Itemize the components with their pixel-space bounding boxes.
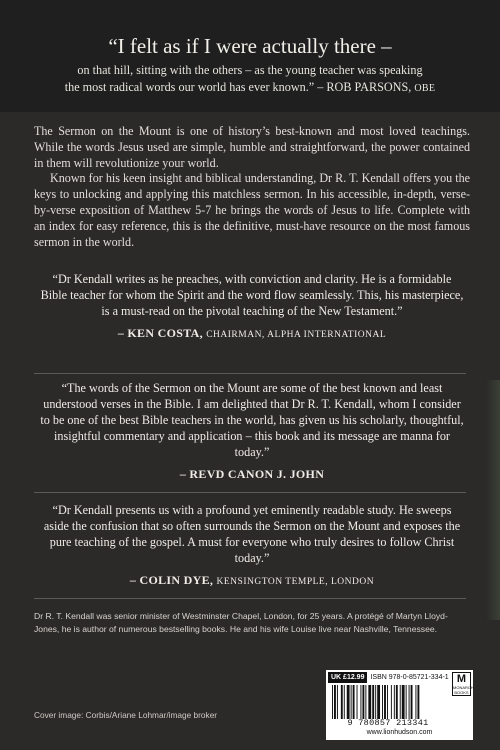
top-quote-line-2: on that hill, sitting with the others – as the young teacher was speaking: [77, 63, 423, 77]
cover-image-credit: Cover image: Corbis/Ariane Lohmar/image broker: [34, 710, 218, 720]
isbn-label: ISBN 978-0-85721-334-1: [370, 674, 449, 681]
top-quote-line-3: the most radical words our world has ever known.” – ROB PARSONS, OBE: [64, 79, 436, 94]
endorser-name: – REVD CANON J. JOHN: [179, 466, 325, 481]
barcode-digits: 9 780857 213341: [347, 718, 429, 728]
blurb-paragraph-1: The Sermon on the Mount is one of history’s best-known and most loved teachings. While the words Jesus used are simple, humble and straightforward, the power contained in them will revolutionize your world.: [34, 124, 470, 170]
endorsement-attribution: [40, 467, 464, 483]
endorser-role: CHAIRMAN, ALPHA INTERNATIONAL: [206, 329, 387, 340]
blurb-paragraph-2: Known for his keen insight and biblical understanding, Dr R. T. Kendall offers you the keys to unlocking and applying this matchless sermon. In his accessible, in-depth, verse-by-verse exposition of Matthew 5-7 he brings the words of Jesus to life. Complete with an index for easy reference, this is the definitive, must-have resource on the most famous sermon in the world.: [34, 171, 470, 249]
barcode-panel: [326, 670, 473, 740]
book-blurb: [34, 124, 470, 250]
publisher-logo: [452, 672, 474, 696]
endorsement-j-john: [40, 381, 464, 482]
publisher-logo-mark: M: [456, 673, 467, 685]
top-quote-headline: “I felt as if I were actually there –: [108, 34, 392, 58]
endorsement-attribution: [40, 573, 464, 591]
endorser-role: KENSINGTON TEMPLE, LONDON: [216, 576, 375, 587]
background-foliage: [486, 380, 500, 620]
barcode-icon: [332, 685, 446, 719]
top-quote-attribution-name: ROB PARSONS: [326, 79, 409, 94]
top-quote-band: [0, 0, 500, 112]
top-quote-attribution-suffix: OBE: [414, 82, 436, 94]
section-divider: [34, 598, 466, 599]
price-isbn-row: [328, 672, 449, 683]
top-quote-body: [0, 62, 500, 97]
endorser-name: – KEN COSTA,: [117, 325, 203, 340]
publisher-logo-text: MONARCH BOOKS: [453, 685, 474, 695]
price-label: UK £12.99: [328, 672, 367, 683]
author-bio: Dr R. T. Kendall was senior minister of Westminster Chapel, London, for 25 years. A protégé of Martyn Lloyd-Jones, he is author of numerous bestselling books. He and his wife Louise live near Nashville, Tennessee.: [34, 611, 448, 634]
top-quote-attribution-dash: –: [314, 79, 327, 94]
section-divider: [34, 373, 466, 374]
endorsement-quote: “The words of the Sermon on the Mount are some of the best known and least understood verses in the Bible. I am delighted that Dr R. T. Kendall, whom I consider to be one of the best Bible teachers in the world, has given us his scholarly, thoughtful, insightful commentary and application – this book and its message are manna for today.”: [40, 381, 464, 459]
endorsement-ken-costa: [40, 272, 464, 344]
endorsement-attribution: [40, 326, 464, 344]
endorser-name: – COLIN DYE,: [129, 572, 214, 587]
endorsement-quote: “Dr Kendall writes as he preaches, with conviction and clarity. He is a formidable Bible teacher for whom the Spirit and the word flow seamlessly. This, his masterpiece, is a must-read on the pivotal teaching of the New Testament.”: [40, 272, 464, 318]
publisher-website: www.lionhudson.com: [366, 729, 433, 736]
endorsement-colin-dye: [40, 503, 464, 591]
top-quote-line-3-text: the most radical words our world has ever known.”: [64, 79, 315, 94]
section-divider: [34, 492, 466, 493]
endorsement-quote: “Dr Kendall presents us with a profound yet eminently readable study. He sweeps aside the confusion that so often surrounds the Sermon on the Mount and exposes the pure teaching of the gospel. A must for everyone who truly desires to follow Christ today.”: [43, 503, 461, 565]
